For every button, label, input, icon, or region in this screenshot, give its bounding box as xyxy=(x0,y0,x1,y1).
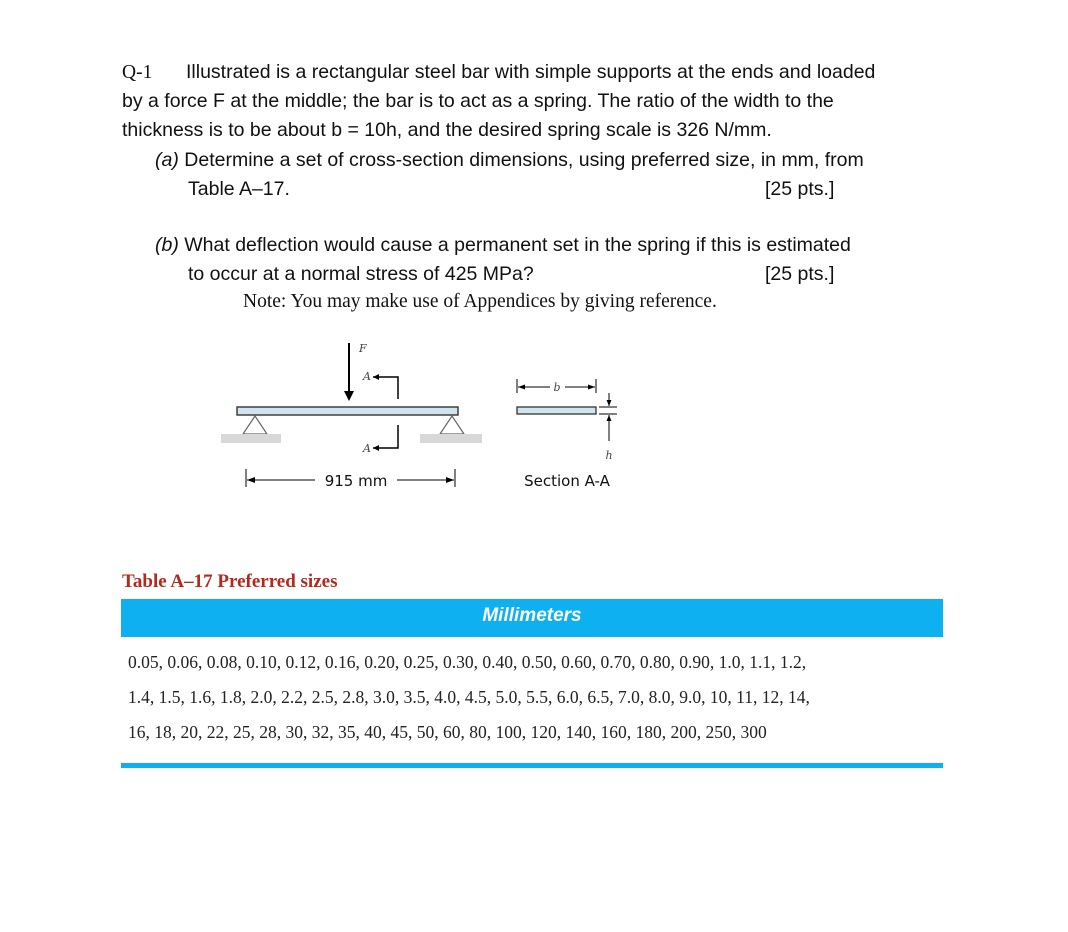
section-arrowhead-bottom xyxy=(373,445,379,451)
question-line-2: by a force F at the middle; the bar is to act as a spring. The ratio of the width to the xyxy=(122,90,834,112)
part-b-line-1 xyxy=(155,234,851,257)
part-a-points: [25 pts.] xyxy=(765,178,835,200)
part-a-text: Determine a set of cross-section dimensions, using preferred size, in mm, from xyxy=(184,149,864,171)
width-label: b xyxy=(553,381,561,394)
section-rectangle xyxy=(517,407,596,414)
table-header-bar xyxy=(121,599,943,637)
part-a-line-1 xyxy=(155,149,864,172)
steel-bar xyxy=(237,407,458,415)
question-text-1: Illustrated is a rectangular steel bar with simple supports at the ends and loaded xyxy=(186,61,876,83)
table-title: Table A–17 Preferred sizes xyxy=(122,571,338,592)
right-support xyxy=(420,416,482,443)
table-header: Millimeters xyxy=(482,605,582,626)
width-arrowhead-right xyxy=(588,385,595,390)
span-label: 915 mm xyxy=(324,472,388,490)
section-arrow-top xyxy=(373,377,398,399)
table-row-1: 0.05, 0.06, 0.08, 0.10, 0.12, 0.16, 0.20, 0.25, 0.30, 0.40, 0.50, 0.60, 0.70, 0.80, 0.90, 1.0, 1.1, 1.2, xyxy=(128,652,807,672)
note-text: Note: You may make use of Appendices by giving reference. xyxy=(243,291,717,312)
part-b-line-2: to occur at a normal stress of 425 MPa? xyxy=(188,263,534,285)
thickness-arrowhead-bottom xyxy=(607,415,612,421)
section-arrow-bottom xyxy=(373,425,398,448)
question-number: Q-1 xyxy=(122,62,153,83)
force-arrowhead xyxy=(344,391,354,401)
part-b-label: (b) xyxy=(155,234,179,256)
part-a-line-2: Table A–17. xyxy=(188,178,290,200)
left-support xyxy=(221,416,281,443)
part-a-label: (a) xyxy=(155,149,179,171)
span-arrowhead-right xyxy=(446,477,454,483)
part-b-points: [25 pts.] xyxy=(765,263,835,285)
part-b-text: What deflection would cause a permanent set in the spring if this is estimated xyxy=(184,234,851,256)
thickness-label: h xyxy=(605,449,613,462)
force-label: F xyxy=(359,342,367,355)
section-label: Section A-A xyxy=(524,472,610,490)
section-marker-bottom: A xyxy=(363,442,371,455)
section-marker-top: A xyxy=(363,370,371,383)
question-line-1 xyxy=(122,61,875,84)
question-line-3: thickness is to be about b = 10h, and the desired spring scale is 326 N/mm. xyxy=(122,119,772,141)
span-arrowhead-left xyxy=(247,477,255,483)
table-row-2: 1.4, 1.5, 1.6, 1.8, 2.0, 2.2, 2.5, 2.8, 3.0, 3.5, 4.0, 4.5, 5.0, 5.5, 6.0, 6.5, 7.0, 8.0, 9.0, 10, 11, 12, 14, xyxy=(128,687,810,707)
table-row-3: 16, 18, 20, 22, 25, 28, 30, 32, 35, 40, 45, 50, 60, 80, 100, 120, 140, 160, 180, 200, 250, 300 xyxy=(128,722,767,742)
beam-diagram xyxy=(215,335,645,505)
section-arrowhead-top xyxy=(373,374,379,380)
table-bottom-rule xyxy=(121,763,943,768)
thickness-arrowhead-top xyxy=(607,400,612,406)
width-arrowhead-left xyxy=(518,385,525,390)
